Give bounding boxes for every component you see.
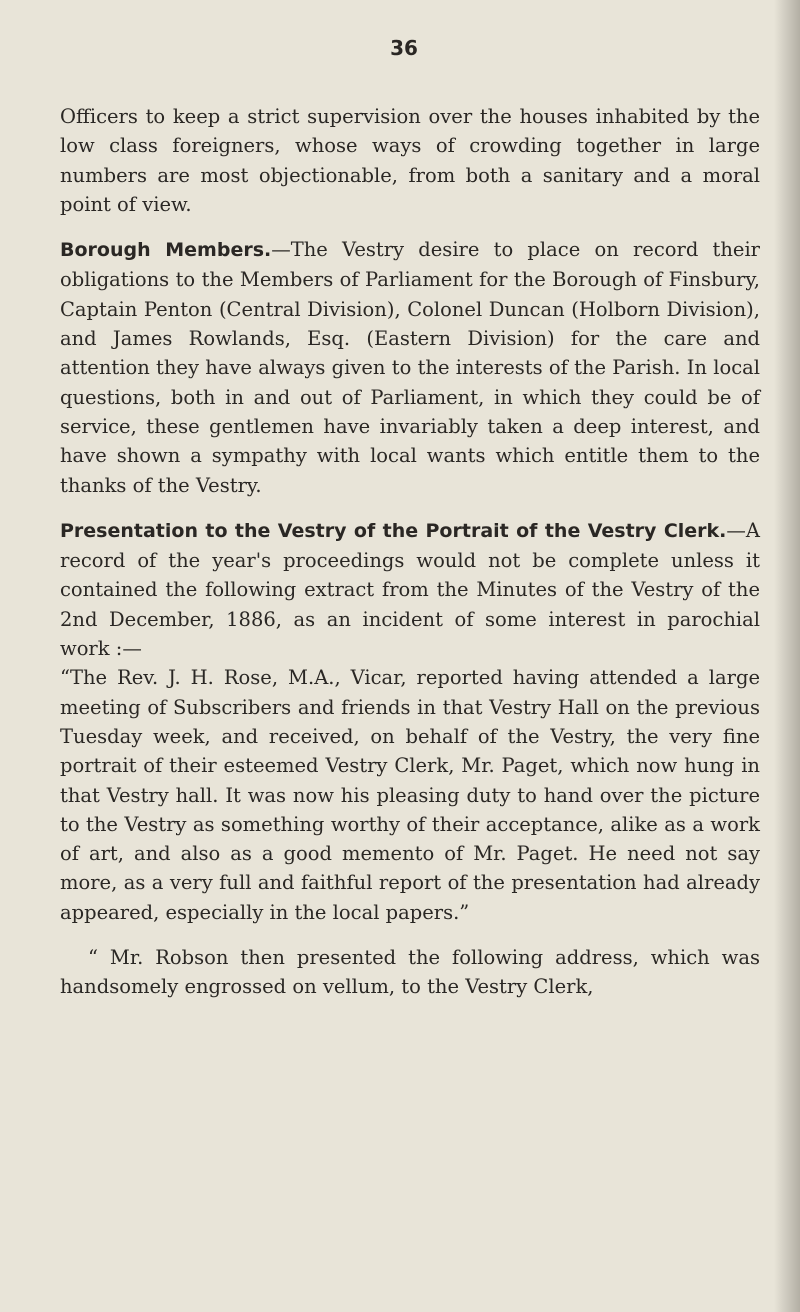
quote-vicar-report: “The Rev. J. H. Rose, M.A., Vicar, reported having attended a large meeting of Subscribers and friends in that Vestry Hall on the previous Tuesday week, and received, on behalf of the Vestry, the very fine portrait of their esteemed Vestry Clerk, Mr. Paget, which now hung in that Vestry hall. It was now his pleasing duty to hand over the picture to the Vestry as something worthy of their acceptance, alike as a work of art, and also as a good memento of Mr. Paget. He need not say more, as a very full and faithful report of the presentation had already appeared, especially in the local papers.” xyxy=(60,666,760,924)
paragraph-borough-members xyxy=(60,235,760,500)
text-portrait-presentation: —A record of the year's proceedings would not be complete unless it contained the following extract from the Minutes of the Vestry of the 2nd December, 1886, as an incident of some interest in parochial work :— xyxy=(60,518,760,661)
paragraph-portrait-presentation xyxy=(60,516,760,663)
page-number: 36 xyxy=(390,36,418,60)
paragraph-officers: Officers to keep a strict supervision over the houses inhabited by the low class foreigners, whose ways of crowding together in large numbers are most objectionable, from both a sanitary and a moral point of view. xyxy=(60,105,760,216)
text-borough-members: —The Vestry desire to place on record their obligations to the Members of Parliament for the Borough of Finsbury, Captain Penton (Central Division), Colonel Duncan (Holborn Division), and James Rowlands, Esq. (Eastern Division) for the care and attention they have always given to the interests of the Parish. In local questions, both in and out of Parliament, in which they could be of service, these gentlemen have invariably taken a deep interest, and have shown a sympathy with local wants which entitle them to the thanks of the Vestry. xyxy=(60,238,761,497)
heading-portrait-presentation: Presentation to the Vestry of the Portrait of the Vestry Clerk. xyxy=(60,519,727,542)
body-text xyxy=(60,102,760,1018)
heading-borough-members: Borough Members. xyxy=(60,239,272,262)
paragraph-robson-address: “ Mr. Robson then presented the following address, which was handsomely engrossed on vellum, to the Vestry Clerk, xyxy=(60,946,760,999)
page-binding-shadow xyxy=(774,0,800,1312)
